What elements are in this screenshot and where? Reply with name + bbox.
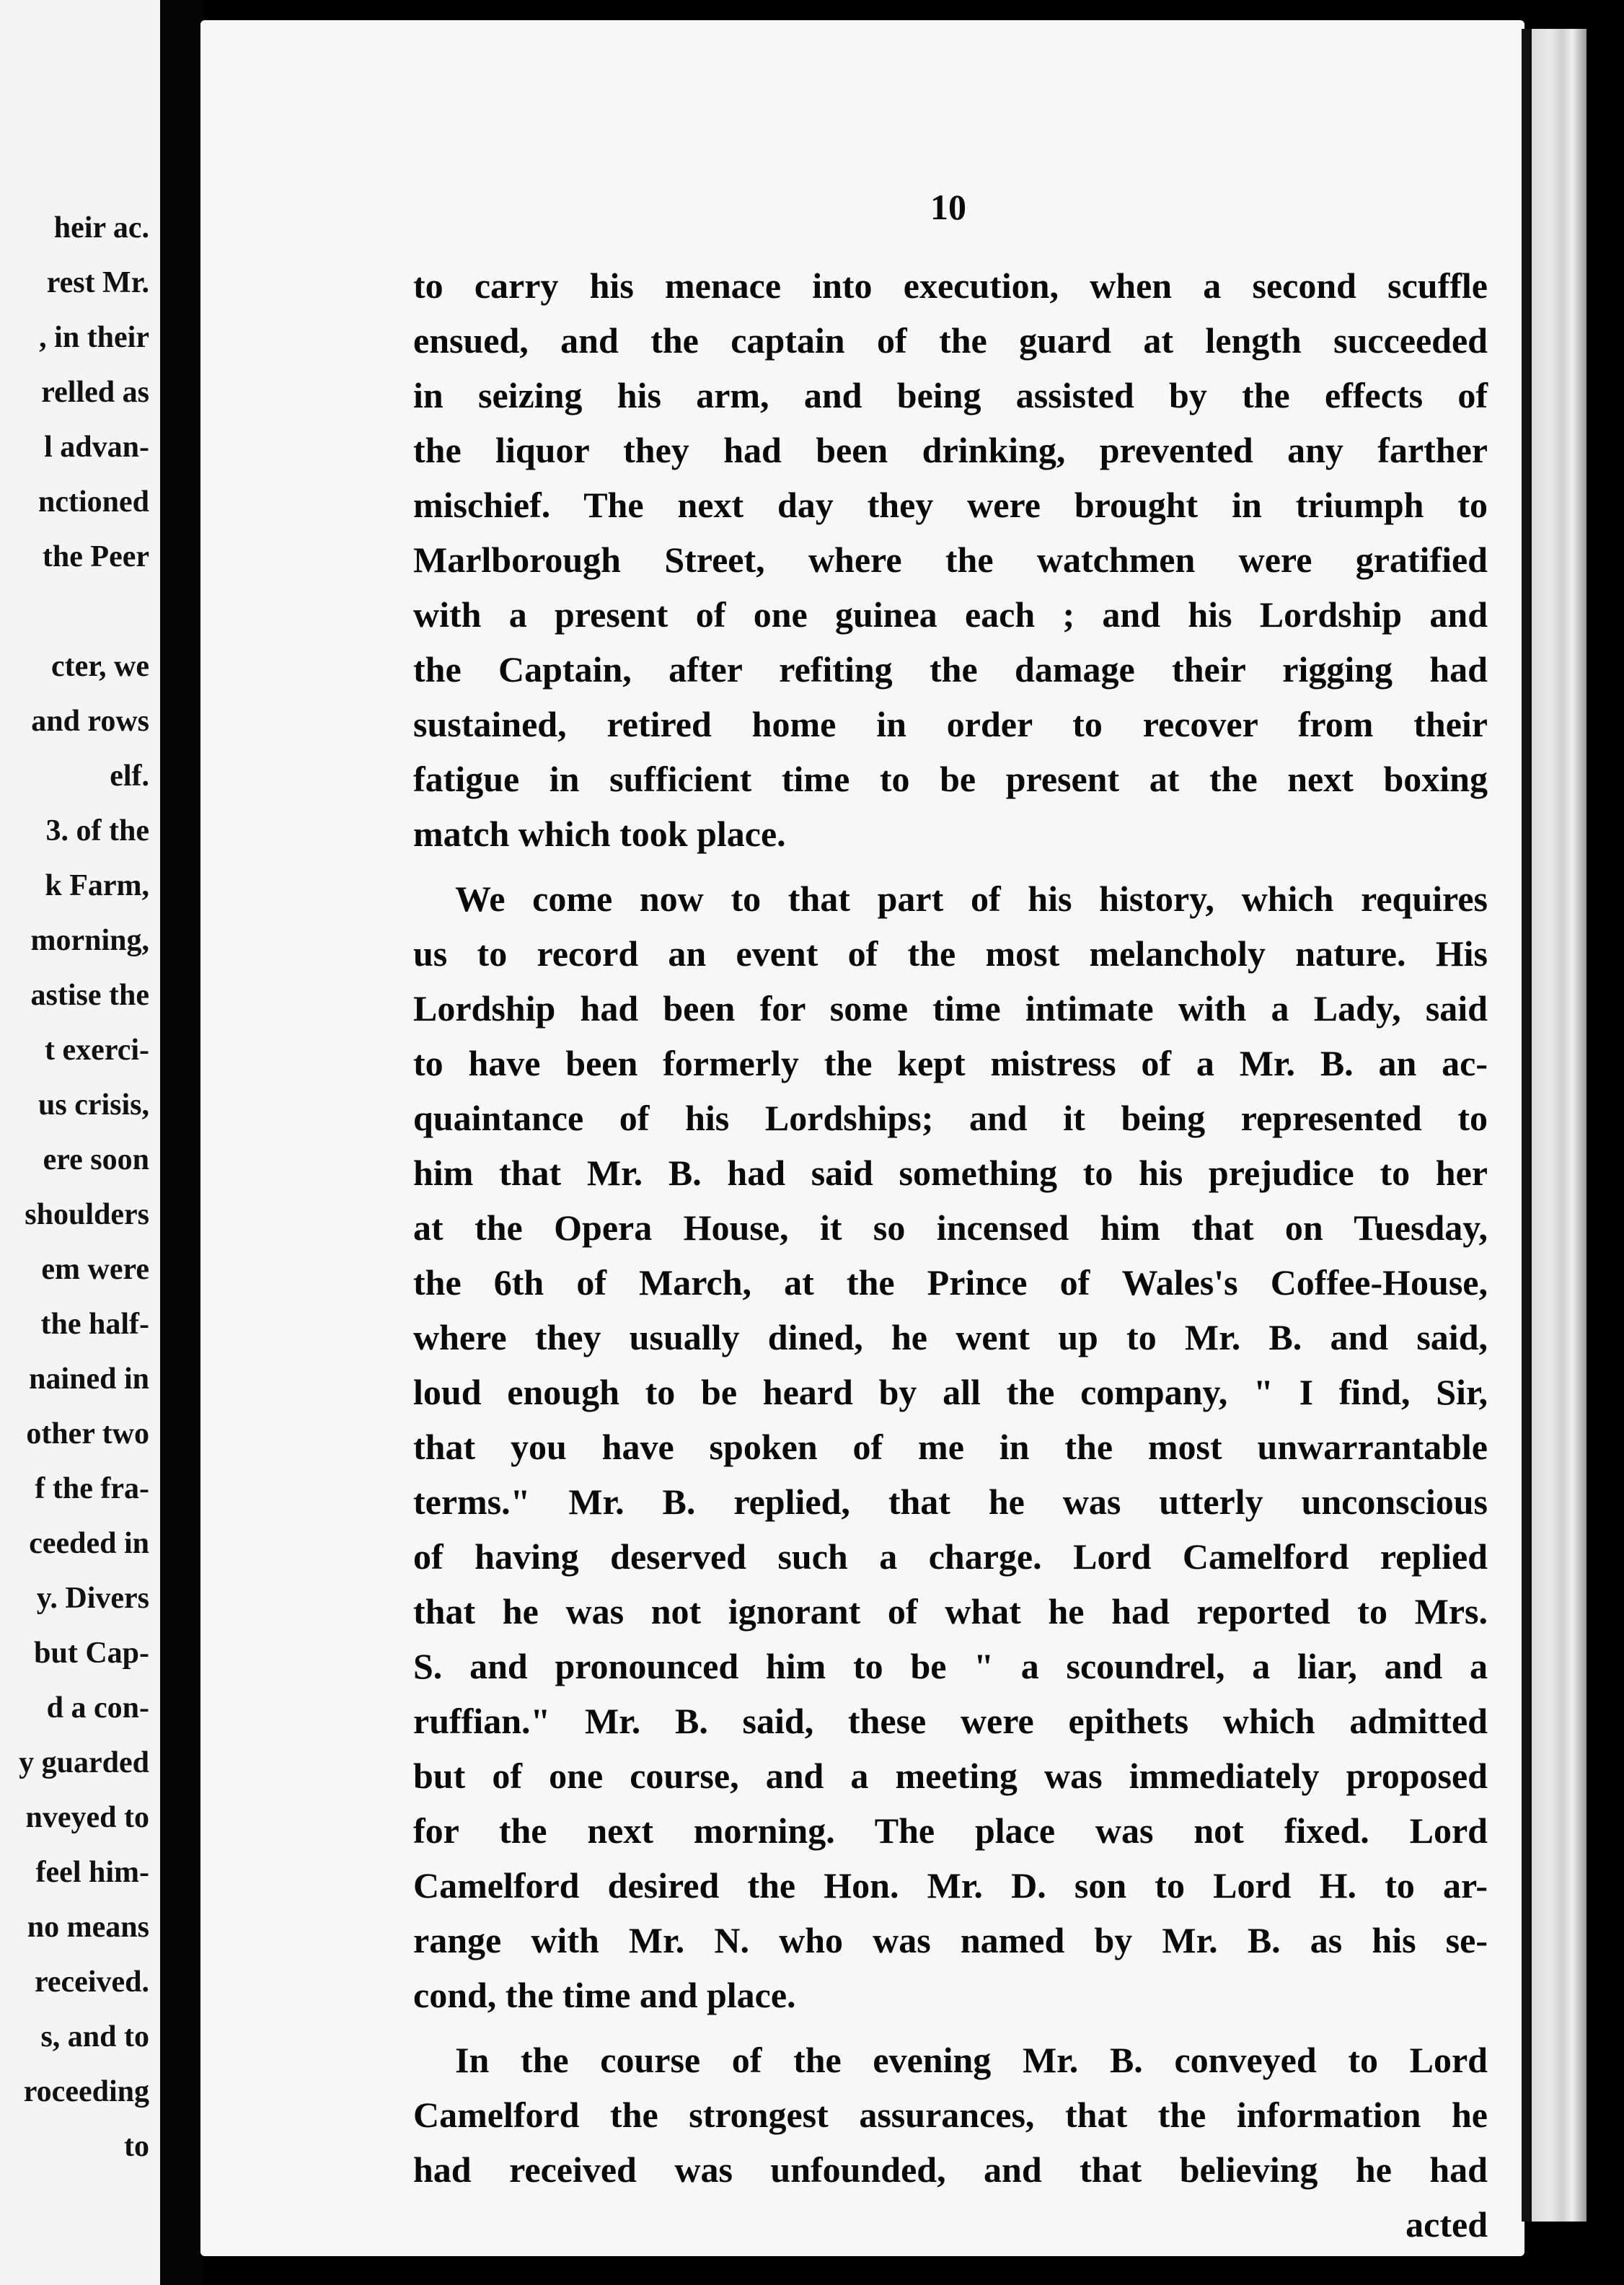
- paragraph-gap: [413, 861, 1488, 871]
- text-line: loud enough to be heard by all the company, " I find, Sir,: [413, 1372, 1488, 1412]
- text-line: Camelford desired the Hon. Mr. D. son to Lord H. to ar-: [413, 1865, 1488, 1906]
- facing-page-line: nained in: [29, 1362, 149, 1396]
- facing-page-line: nctioned: [37, 485, 149, 519]
- text-line: the liquor they had been drinking, prevented any farther: [413, 430, 1488, 470]
- text-line: mischief. The next day they were brought in triumph to: [413, 485, 1488, 525]
- text-line: with a present of one guinea each ; and his Lordship and: [413, 594, 1488, 635]
- text-line: Lordship had been for some time intimate with a Lady, said: [413, 988, 1488, 1029]
- text-line: S. and pronounced him to be " a scoundrel, a liar, and a: [413, 1646, 1488, 1686]
- text-line: had received was unfounded, and that believing he had: [413, 2149, 1488, 2190]
- text-line: to have been formerly the kept mistress of a Mr. B. an ac-: [413, 1043, 1488, 1083]
- text-line: at the Opera House, it so incensed him that on Tuesday,: [413, 1207, 1488, 1248]
- text-line: ensued, and the captain of the guard at length succeeded: [413, 320, 1488, 361]
- text-line: We come now to that part of his history, which requires: [455, 879, 1488, 919]
- page-edges: [1522, 29, 1587, 2222]
- facing-page-line: other two: [26, 1417, 149, 1450]
- facing-page-line: 3. of the: [45, 814, 149, 847]
- facing-page-line: astise the: [30, 979, 149, 1012]
- facing-page-line: s, and to: [40, 2020, 149, 2053]
- facing-page-line: us crisis,: [37, 1088, 149, 1122]
- facing-page-line: y guarded: [19, 1746, 149, 1779]
- facing-page-line: nveyed to: [25, 1801, 149, 1834]
- facing-page-line: morning,: [30, 924, 149, 957]
- text-line: him that Mr. B. had said something to his prejudice to her: [413, 1153, 1488, 1193]
- text-line: Marlborough Street, where the watchmen were gratified: [413, 540, 1488, 580]
- text-line: fatigue in sufficient time to be present at the next boxing: [413, 759, 1488, 799]
- text-line: cond, the time and place.: [413, 1975, 796, 2015]
- book-page: [200, 20, 1524, 2256]
- text-line: quaintance of his Lordships; and it being represented to: [413, 1098, 1488, 1138]
- facing-page-line: to: [124, 2130, 149, 2163]
- facing-page-line: ere soon: [43, 1143, 149, 1176]
- facing-page-line: , in their: [39, 321, 149, 354]
- text-line: sustained, retired home in order to recover from their: [413, 704, 1488, 744]
- page-number: 10: [930, 187, 966, 227]
- facing-page-line: em were: [41, 1253, 149, 1286]
- text-line: us to record an event of the most melancholy nature. His: [413, 933, 1488, 974]
- text-line: match which took place.: [413, 814, 786, 854]
- text-line: range with Mr. N. who was named by Mr. B. as his se-: [413, 1920, 1488, 1960]
- text-line: ruffian." Mr. B. said, these were epithets which admitted: [413, 1701, 1488, 1741]
- facing-page-line: k Farm,: [45, 869, 149, 902]
- facing-page-line: y. Divers: [36, 1582, 149, 1615]
- text-line: the Captain, after refiting the damage their rigging had: [413, 649, 1488, 690]
- facing-page-line: feel him-: [35, 1856, 149, 1889]
- facing-page-line: ceeded in: [29, 1527, 149, 1560]
- facing-page-line: the Peer: [42, 540, 149, 573]
- catchword: acted: [1405, 2204, 1488, 2245]
- facing-page-line: l advan-: [44, 431, 149, 464]
- book-gutter: [160, 0, 203, 2285]
- facing-page-line: relled as: [41, 376, 149, 409]
- facing-page-line: heir ac.: [53, 211, 149, 245]
- facing-page-line: the half-: [40, 1308, 149, 1341]
- text-line: but of one course, and a meeting was immediately proposed: [413, 1756, 1488, 1796]
- text-line: the 6th of March, at the Prince of Wales's Coffee-House,: [413, 1262, 1488, 1303]
- facing-page-line: but Cap-: [34, 1637, 149, 1670]
- text-line: Camelford the strongest assurances, that the information he: [413, 2095, 1488, 2135]
- facing-page-line: cter, we: [50, 650, 149, 683]
- text-line: to carry his menace into execution, when a second scuffle: [413, 265, 1488, 306]
- paragraph-gap: [413, 2022, 1488, 2033]
- text-line: in seizing his arm, and being assisted by the effects of: [413, 375, 1488, 415]
- facing-page-line: d a con-: [46, 1691, 149, 1725]
- facing-page-line: f the fra-: [35, 1472, 149, 1505]
- facing-page-line: no means: [27, 1911, 149, 1944]
- page-body-text: [413, 258, 1488, 2252]
- text-line: that he was not ignorant of what he had reported to Mrs.: [413, 1591, 1488, 1632]
- text-line: terms." Mr. B. replied, that he was utterly unconscious: [413, 1481, 1488, 1522]
- text-line: that you have spoken of me in the most unwarrantable: [413, 1427, 1488, 1467]
- facing-page-line: received.: [35, 1965, 149, 1999]
- facing-page-line: shoulders: [25, 1198, 149, 1231]
- text-line: where they usually dined, he went up to Mr. B. and said,: [413, 1317, 1488, 1357]
- facing-page-line: roceeding: [23, 2075, 149, 2108]
- facing-page-line: rest Mr.: [46, 266, 149, 299]
- facing-page-line: elf.: [110, 760, 149, 793]
- text-line: for the next morning. The place was not fixed. Lord: [413, 1810, 1488, 1851]
- text-line: In the course of the evening Mr. B. conveyed to Lord: [455, 2040, 1488, 2080]
- facing-page: [0, 0, 162, 2285]
- facing-page-line: t exerci-: [45, 1034, 149, 1067]
- facing-page-line: and rows: [31, 705, 149, 738]
- text-line: of having deserved such a charge. Lord Camelford replied: [413, 1536, 1488, 1577]
